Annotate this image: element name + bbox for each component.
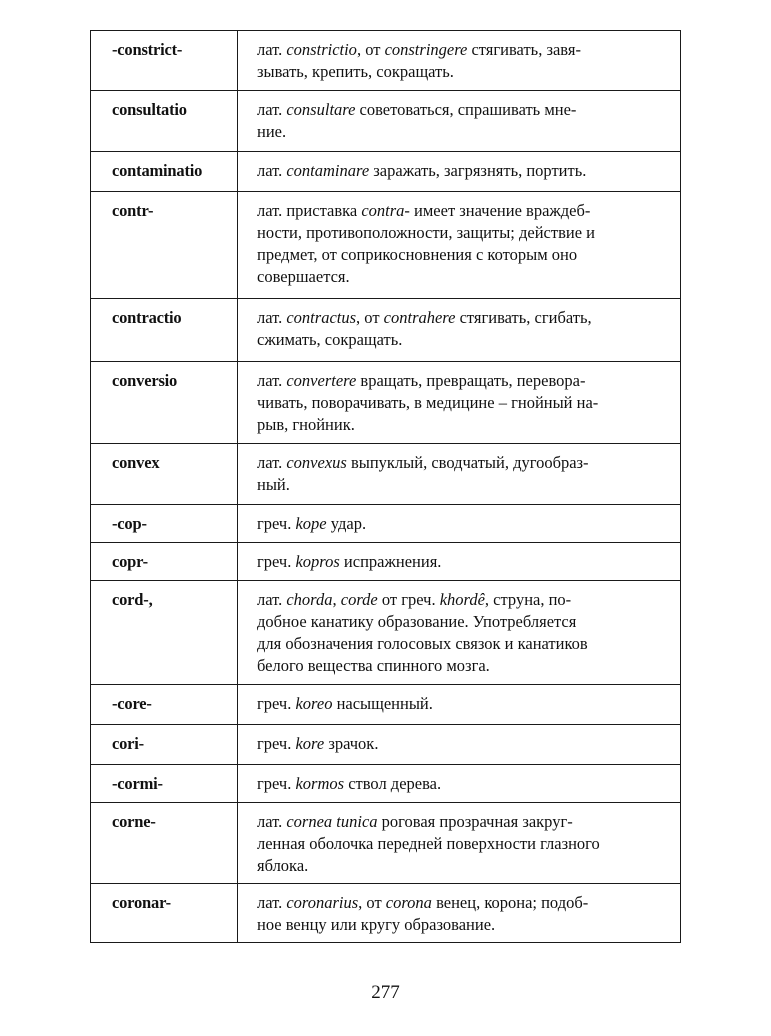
term-cell	[91, 725, 238, 765]
definition-cell	[238, 192, 681, 299]
term-example-italic: corde	[340, 590, 378, 609]
table-row	[91, 152, 681, 192]
term-example-italic: consultare	[286, 100, 356, 119]
term-label: contractio	[112, 308, 182, 327]
definition-line	[257, 474, 664, 496]
definition-text: удар.	[326, 514, 367, 533]
definition-line	[257, 244, 664, 266]
definition-cell	[238, 299, 681, 362]
definition-text: добное канатику образование. Употребляется	[257, 612, 577, 631]
definition-text: , от	[356, 40, 385, 59]
term-cell	[91, 581, 238, 685]
table-row	[91, 803, 681, 884]
definition-text: испражнения.	[339, 552, 442, 571]
definition-line	[257, 833, 664, 855]
definition-cell	[238, 803, 681, 884]
definition-text: лат.	[257, 308, 287, 327]
term-example-italic: khordê	[439, 590, 485, 609]
table-row	[91, 765, 681, 803]
term-example-italic: kormos	[295, 774, 345, 793]
term-example-italic: kope	[295, 514, 327, 533]
definition-text: лат.	[257, 453, 287, 472]
definition-text: от греч.	[377, 590, 440, 609]
term-example-italic: kopros	[295, 552, 340, 571]
definition-line	[257, 551, 664, 573]
definition-text: ние.	[257, 122, 287, 141]
term-example-italic: convertere	[286, 371, 357, 390]
term-label: -constrict-	[112, 40, 183, 59]
table-row	[91, 192, 681, 299]
definition-line	[257, 200, 664, 222]
table-row	[91, 31, 681, 91]
term-label: cori-	[112, 734, 144, 753]
definition-text: советоваться, спрашивать мне-	[355, 100, 577, 119]
definition-text: чивать, поворачивать, в медицине – гнойный на-	[257, 393, 599, 412]
definition-line	[257, 589, 664, 611]
definition-line	[257, 733, 664, 755]
term-example-italic: contaminare	[286, 161, 370, 180]
definition-line	[257, 121, 664, 143]
term-label: -cormi-	[112, 774, 163, 793]
term-cell	[91, 884, 238, 943]
definition-line	[257, 370, 664, 392]
page-number: 277	[371, 982, 400, 1003]
definition-text: яблока.	[257, 856, 309, 875]
definition-line	[257, 773, 664, 795]
definition-line	[257, 39, 664, 61]
term-cell	[91, 685, 238, 725]
term-cell	[91, 299, 238, 362]
definition-line	[257, 914, 664, 936]
term-cell	[91, 91, 238, 152]
table-row	[91, 725, 681, 765]
definition-text: белого вещества спинного мозга.	[257, 656, 490, 675]
term-label: cord-,	[112, 590, 153, 609]
definition-text: греч.	[257, 552, 296, 571]
definition-line	[257, 892, 664, 914]
table-row	[91, 543, 681, 581]
definition-line	[257, 99, 664, 121]
term-label: conversio	[112, 371, 178, 390]
term-example-italic: koreo	[295, 694, 333, 713]
term-cell	[91, 543, 238, 581]
definition-text: , от	[356, 308, 384, 327]
term-cell	[91, 765, 238, 803]
definition-text: лат.	[257, 812, 287, 831]
definition-text: лат.	[257, 590, 287, 609]
term-cell	[91, 152, 238, 192]
term-label: coronar-	[112, 893, 171, 912]
definition-line	[257, 855, 664, 877]
definition-line	[257, 414, 664, 436]
term-cell	[91, 505, 238, 543]
definition-line	[257, 61, 664, 83]
definition-text: греч.	[257, 514, 296, 533]
term-example-italic: constrictio	[286, 40, 357, 59]
table-row	[91, 362, 681, 444]
table-row	[91, 581, 681, 685]
table-row	[91, 91, 681, 152]
term-example-italic: coronarius	[286, 893, 359, 912]
definition-text: зрачок.	[324, 734, 379, 753]
definition-line	[257, 452, 664, 474]
term-example-italic: contra-	[361, 201, 410, 220]
term-example-italic: contractus	[286, 308, 357, 327]
definition-text: насыщенный.	[332, 694, 433, 713]
definition-text: ности, противоположности, защиты; действие и	[257, 223, 595, 242]
definition-text: венец, корона; подоб-	[431, 893, 589, 912]
definition-line	[257, 266, 664, 288]
term-label: -cop-	[112, 514, 147, 533]
definition-line	[257, 307, 664, 329]
definition-line	[257, 513, 664, 535]
definition-text: стягивать, завя-	[467, 40, 581, 59]
term-cell	[91, 192, 238, 299]
definition-text: ленная оболочка передней поверхности глазного	[257, 834, 600, 853]
definition-cell	[238, 152, 681, 192]
dictionary-table	[90, 30, 681, 943]
definition-cell	[238, 765, 681, 803]
table-row	[91, 444, 681, 505]
definition-cell	[238, 725, 681, 765]
definition-text: греч.	[257, 774, 296, 793]
dictionary-table-body	[91, 31, 681, 943]
definition-cell	[238, 685, 681, 725]
definition-cell	[238, 581, 681, 685]
definition-text: стягивать, сгибать,	[455, 308, 592, 327]
term-example-italic: chorda	[286, 590, 333, 609]
term-example-italic: corona	[385, 893, 432, 912]
term-cell	[91, 362, 238, 444]
definition-text: лат.	[257, 371, 287, 390]
definition-text: ствол дерева.	[344, 774, 442, 793]
definition-text: выпуклый, сводчатый, дугообраз-	[346, 453, 589, 472]
definition-text: ,	[332, 590, 341, 609]
term-label: contaminatio	[112, 161, 203, 180]
definition-cell	[238, 505, 681, 543]
definition-text: греч.	[257, 694, 296, 713]
definition-text: , от	[358, 893, 386, 912]
term-example-italic: convexus	[286, 453, 347, 472]
definition-text: , струна, по-	[484, 590, 572, 609]
definition-text: лат.	[257, 893, 287, 912]
definition-line	[257, 633, 664, 655]
table-row	[91, 884, 681, 943]
definition-text: ный.	[257, 475, 290, 494]
definition-line	[257, 392, 664, 414]
definition-cell	[238, 91, 681, 152]
term-example-italic: kore	[295, 734, 325, 753]
definition-text: роговая прозрачная закруг-	[377, 812, 573, 831]
definition-line	[257, 329, 664, 351]
definition-line	[257, 811, 664, 833]
table-row	[91, 505, 681, 543]
term-cell	[91, 803, 238, 884]
definition-text: вращать, превращать, перевора-	[356, 371, 586, 390]
definition-line	[257, 693, 664, 715]
definition-line	[257, 611, 664, 633]
term-label: copr-	[112, 552, 148, 571]
definition-text: предмет, от соприкосновнения с которым оно	[257, 245, 578, 264]
definition-text: сжимать, сокращать.	[257, 330, 403, 349]
definition-text: лат.	[257, 100, 287, 119]
definition-text: лат.	[257, 40, 287, 59]
term-example-italic: constringere	[384, 40, 468, 59]
term-label: -core-	[112, 694, 152, 713]
definition-line	[257, 222, 664, 244]
definition-text: совершается.	[257, 267, 350, 286]
definition-text: греч.	[257, 734, 296, 753]
definition-text: имеет значение враждеб-	[409, 201, 591, 220]
term-cell	[91, 444, 238, 505]
definition-text: зывать, крепить, сокращать.	[257, 62, 454, 81]
term-label: convex	[112, 453, 160, 472]
definition-cell	[238, 444, 681, 505]
definition-cell	[238, 543, 681, 581]
definition-text: для обозначения голосовых связок и канатиков	[257, 634, 588, 653]
definition-text: лат. приставка	[257, 201, 362, 220]
definition-line	[257, 655, 664, 677]
definition-cell	[238, 362, 681, 444]
term-example-italic: cornea tunica	[286, 812, 378, 831]
term-label: corne-	[112, 812, 156, 831]
definition-text: ное венцу или кругу образование.	[257, 915, 496, 934]
term-label: contr-	[112, 201, 154, 220]
definition-text: заражать, загрязнять, портить.	[369, 161, 587, 180]
definition-cell	[238, 31, 681, 91]
definition-cell	[238, 884, 681, 943]
table-row	[91, 685, 681, 725]
term-label: consultatio	[112, 100, 187, 119]
term-example-italic: contrahere	[383, 308, 456, 327]
term-cell	[91, 31, 238, 91]
definition-text: рыв, гнойник.	[257, 415, 355, 434]
definition-line	[257, 160, 664, 182]
definition-text: лат.	[257, 161, 287, 180]
table-row	[91, 299, 681, 362]
